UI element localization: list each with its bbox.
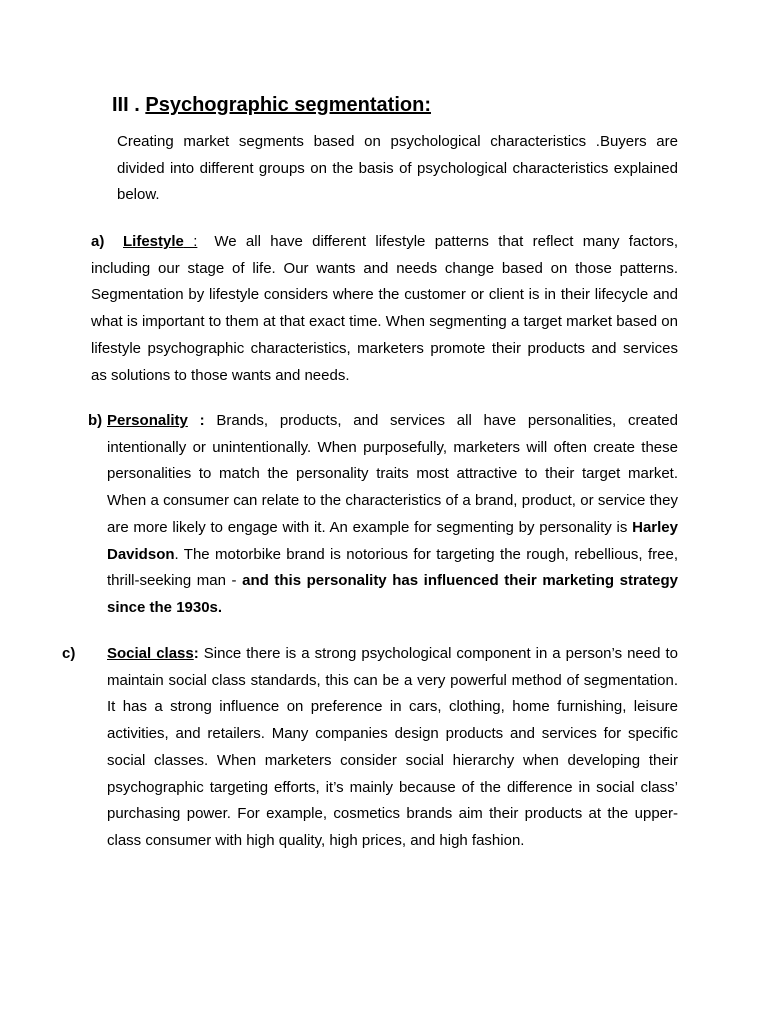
section-title: Psychographic segmentation: bbox=[145, 94, 431, 116]
social-class-marker: c) bbox=[62, 645, 76, 662]
lifestyle-separator: : bbox=[183, 233, 198, 250]
personality-text-2: . The motorbike brand is notorious for targeting the rough, rebellious, free, thrill-seeking man - bbox=[107, 545, 678, 590]
lifestyle-text: We all have different lifestyle patterns that reflect many factors, including our stage of life. Our wants and needs change based on those patterns. Segmentation by lifestyle considers where the customer or client is in their lifecycle and what is important to them at that exact time. When segmenting a target market based on lifestyle psychographic characteristics, marketers promote their products and services as solutions to those wants and needs. bbox=[91, 233, 678, 384]
social-class-paragraph bbox=[107, 641, 678, 855]
social-class-text: Since there is a strong psychological component in a person’s need to maintain social class standards, this can be a very powerful method of segmentation. It has a strong influence on preference in cars, clothing, home furnishing, leisure activities, and retailers. Many companies design products and services for specific social classes. When marketers consider social hierarchy when developing their psychographic targeting efforts, it’s mainly because of the difference in social class’ purchasing power. For example, cosmetics brands aim their products at the upper-class consumer with high quality, high prices, and high fashion. bbox=[107, 645, 678, 849]
lifestyle-paragraph bbox=[91, 229, 678, 389]
section-numeral: III . bbox=[112, 94, 140, 116]
personality-text-1: Brands, products, and services all have personalities, created intentionally or unintentionally. When purposefully, marketers will often create these personalities to match the personality traits most attractive to their target market. When a consumer can relate to the characteristics of a brand, product, or service they are more likely to engage with it. An example for segmenting by personality is bbox=[107, 412, 678, 536]
personality-marker: b) bbox=[88, 412, 103, 429]
personality-separator: : bbox=[187, 412, 205, 429]
social-class-separator: : bbox=[193, 645, 199, 662]
social-class-term: Social class bbox=[107, 645, 194, 662]
lifestyle-marker: a) bbox=[91, 233, 105, 250]
lifestyle-term: Lifestyle bbox=[123, 233, 184, 250]
section-heading bbox=[112, 92, 431, 118]
personality-bold-ending: and this personality has influenced their marketing strategy since the 1930s. bbox=[107, 572, 678, 616]
personality-paragraph bbox=[107, 408, 678, 622]
personality-term: Personality bbox=[107, 412, 188, 429]
intro-paragraph: Creating market segments based on psychological characteristics .Buyers are divided into different groups on the basis of psychological characteristics explained below. bbox=[117, 133, 678, 204]
personality-brand: Harley Davidson bbox=[107, 518, 678, 563]
